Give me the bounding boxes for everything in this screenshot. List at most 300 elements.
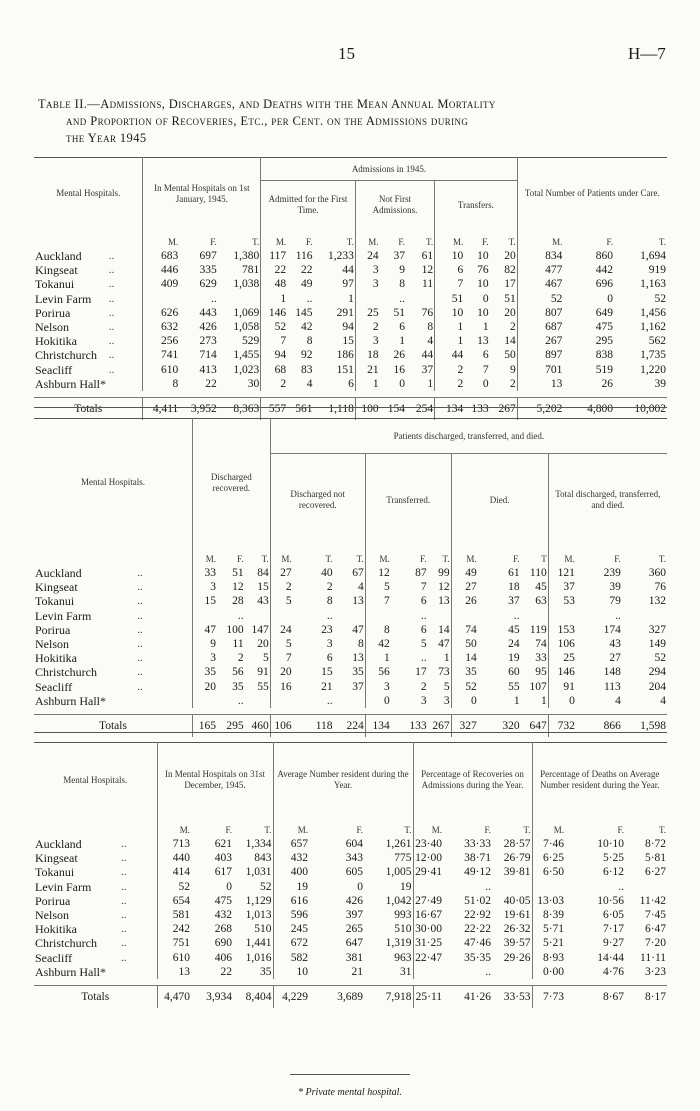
table-cell: 12 <box>438 581 450 594</box>
title-line-2: and Proportion of Recoveries, Etc., per Cent. on the Admissions during <box>66 114 469 128</box>
unit-label: M. <box>270 546 292 566</box>
table-cell: 45 <box>535 581 547 594</box>
table-cell: 68 <box>261 363 287 377</box>
total-cell: 295 <box>217 714 245 737</box>
table-cell: 37 <box>548 580 576 594</box>
table-cell: 17 <box>415 666 427 679</box>
table-cell: 22 <box>220 965 232 978</box>
unit-label: M. <box>532 817 565 837</box>
table-row <box>34 306 667 320</box>
hospital-name: Ashburn Hall* <box>35 376 106 391</box>
table-cell: 1 <box>399 335 405 348</box>
table-cell: 295 <box>595 335 614 348</box>
table-cell: 7·17 <box>602 923 625 936</box>
totals-label: Totals <box>34 985 157 1008</box>
total-cell: 647 <box>521 714 549 737</box>
hospital-name: Kingseat <box>35 580 78 595</box>
table-cell: 29·41 <box>413 865 443 879</box>
table-cell: 44 <box>342 264 354 277</box>
table-cell: 7·46 <box>532 837 565 851</box>
col-died: Died. <box>451 454 548 547</box>
table-cell: 9 <box>192 637 217 651</box>
table-cell: 1,069 <box>233 306 260 319</box>
table-cell: 13 <box>438 595 450 608</box>
leader-dots: .. <box>137 623 143 636</box>
table-cell: .. <box>306 292 313 305</box>
col-discharged-recovered: Discharged recovered. <box>192 419 270 547</box>
col-first-time: Admitted for the First Time. <box>261 181 356 230</box>
table-cell: 1,163 <box>640 278 666 291</box>
unit-label: T. <box>404 825 412 835</box>
col-average-resident: Average Number resident during the Year. <box>273 743 413 818</box>
total-cell: 154 <box>380 397 406 420</box>
total-cell: 224 <box>334 714 366 737</box>
leader-dots: .. <box>121 923 127 936</box>
table-cell: 8 <box>399 278 405 291</box>
table-cell: 153 <box>548 623 576 637</box>
table-cell: 20 <box>192 680 217 694</box>
table-row <box>34 908 667 922</box>
table-cell: 5·21 <box>532 936 565 950</box>
leader-dots: .. <box>108 278 115 291</box>
footnote: * Private mental hospital. <box>298 1087 402 1098</box>
table-cell: 26 <box>393 349 405 362</box>
table-cell: 11 <box>232 638 244 651</box>
table-cell: 467 <box>517 277 563 291</box>
leader-dots: .. <box>137 666 143 679</box>
table-cell: .. <box>237 694 244 707</box>
hospital-name: Tokanui <box>35 594 75 609</box>
unit-label: M. <box>451 546 478 566</box>
table-cell: 51 <box>232 567 244 580</box>
table-cell <box>413 965 443 979</box>
leader-dots: .. <box>108 250 115 263</box>
hospital-name: Christchurch <box>35 936 97 951</box>
total-cell: 133 <box>391 714 428 737</box>
table-cell: 21 <box>351 965 364 978</box>
table-cell: 24 <box>508 638 520 651</box>
table-cell: 16 <box>393 363 405 376</box>
unit-label: F. <box>398 237 405 247</box>
table-cell: 2 <box>261 377 287 391</box>
table-cell: 2 <box>435 363 465 377</box>
table-cell: 8 <box>358 638 364 651</box>
table-cell: 76 <box>421 306 434 319</box>
table-cell: 7·20 <box>644 937 667 950</box>
table-cell: 37 <box>393 250 405 263</box>
leader-dots: .. <box>108 335 115 348</box>
leader-dots: .. <box>121 880 127 893</box>
table-cell <box>428 609 452 623</box>
table-cell: 49·12 <box>464 866 492 879</box>
table-cell: 406 <box>214 951 232 964</box>
table-row <box>34 580 667 594</box>
table-cell: 23·40 <box>413 837 443 851</box>
unit-label: F. <box>617 825 625 835</box>
table-cell: 963 <box>394 951 412 964</box>
table-cell: 37 <box>421 363 434 376</box>
table-cell: 28 <box>232 595 244 608</box>
table-cell: 13 <box>352 652 364 665</box>
table-cell: 14·44 <box>597 951 625 964</box>
table-cell: 13 <box>477 335 489 348</box>
table-cell: 61 <box>421 250 434 263</box>
table-row <box>34 377 667 391</box>
table-cell: 605 <box>345 866 364 879</box>
total-cell: 327 <box>451 714 478 737</box>
table-cell <box>532 880 565 894</box>
unit-label: T. <box>508 237 516 247</box>
table-cell: 1,031 <box>245 866 272 879</box>
table-cell: 403 <box>214 852 232 865</box>
table-cell: 397 <box>345 909 364 922</box>
table-cell: 39·81 <box>503 866 531 879</box>
table-cell: 121 <box>548 566 576 580</box>
table-cell: 52 <box>451 680 478 694</box>
table-cell: 15 <box>192 594 217 608</box>
table-cell: 52 <box>654 652 666 665</box>
table-cell: 45 <box>508 623 520 636</box>
table-cell: 0 <box>226 880 232 893</box>
leader-dots <box>136 694 192 708</box>
table-cell: 13 <box>157 965 191 979</box>
table-cell: 1,380 <box>233 250 260 263</box>
table-cell: 897 <box>517 348 563 362</box>
table-cell: 95 <box>535 666 547 679</box>
leader-dots: .. <box>137 609 143 622</box>
table-cell: 239 <box>603 567 621 580</box>
leader-dots: .. <box>108 321 115 334</box>
table-cell: 242 <box>157 922 191 936</box>
table-cell: 1 <box>427 377 434 390</box>
section-divider <box>34 732 667 733</box>
table-cell: 696 <box>595 278 614 291</box>
table-cell: 7 <box>270 651 292 665</box>
table-cell: 529 <box>241 335 260 348</box>
table-cell: 10 <box>477 250 489 263</box>
table-cell: 616 <box>273 894 309 908</box>
table-cell: 683 <box>143 249 179 263</box>
table-cell <box>413 880 443 894</box>
table-cell: 860 <box>595 250 614 263</box>
table-cell: 2 <box>435 377 465 391</box>
hospital-name: Porirua <box>35 305 71 320</box>
table-cell: 1 <box>482 321 489 334</box>
table-cell: 5·25 <box>602 852 625 865</box>
table-cell: 40·05 <box>503 894 531 907</box>
table-cell: 256 <box>143 334 179 348</box>
table-cell: 443 <box>199 306 217 319</box>
table-cell: 4 <box>358 581 364 594</box>
total-cell: 1,598 <box>622 714 667 737</box>
table-cell: 0 <box>482 292 489 305</box>
table-cell: 31 <box>400 965 412 978</box>
table-cell: 7 <box>420 581 427 594</box>
leader-dots: .. <box>137 652 143 665</box>
leader-dots: .. <box>121 909 127 922</box>
table-cell: 8 <box>143 377 179 391</box>
table-cell: 43 <box>609 638 621 651</box>
table-cell: 56 <box>365 665 391 679</box>
table-cell: 7 <box>435 277 465 291</box>
table-cell: 22·22 <box>464 923 492 936</box>
table-cell: 55 <box>257 680 269 693</box>
table-title <box>38 96 678 147</box>
table-cell: 22 <box>261 263 287 277</box>
col-patients-discharged: Patients discharged, transferred, and died. <box>270 419 667 454</box>
table-row <box>34 623 667 637</box>
table-cell: 60 <box>508 666 520 679</box>
units-row <box>34 229 667 249</box>
table-cell: 5 <box>443 680 450 693</box>
table-cell: 7 <box>365 594 391 608</box>
total-cell: 5,202 <box>517 397 563 420</box>
table-cell: 35 <box>232 680 244 693</box>
table-cell: 11·11 <box>640 951 667 964</box>
table-row <box>34 865 667 879</box>
table-cell: 11·42 <box>639 894 667 907</box>
table-cell: 30·00 <box>413 922 443 936</box>
discharges-table <box>34 418 667 737</box>
table-cell: 1,455 <box>233 349 260 362</box>
unit-label: M. <box>273 817 309 837</box>
table-row <box>34 292 667 306</box>
total-cell: 3,689 <box>309 985 364 1008</box>
table-cell: 519 <box>595 363 614 376</box>
table-cell: 510 <box>254 923 272 936</box>
table-cell: 24 <box>355 249 379 263</box>
leader-dots <box>108 377 143 391</box>
table-cell: 713 <box>157 837 191 851</box>
table-cell: 2 <box>270 580 292 594</box>
table-cell: 132 <box>648 595 666 608</box>
table-cell: 657 <box>273 837 309 851</box>
col-in-hospitals-jan: In Mental Hospitals on 1st January, 1945. <box>143 158 261 230</box>
totals-row <box>34 714 667 737</box>
table-cell: 52 <box>261 320 287 334</box>
total-cell: 4,229 <box>273 985 309 1008</box>
table-cell: 20 <box>504 306 516 319</box>
unit-label: F. <box>356 825 364 835</box>
table-cell: 1,162 <box>640 321 666 334</box>
unit-label: M. <box>355 229 379 249</box>
table-cell: 335 <box>199 264 217 277</box>
table-row <box>34 880 667 894</box>
table-cell: .. <box>615 609 621 622</box>
unit-label: M. <box>517 229 563 249</box>
table-cell: 268 <box>214 923 232 936</box>
section-divider <box>34 407 667 408</box>
unit-label: M. <box>261 229 287 249</box>
table-cell: 10 <box>435 306 465 320</box>
unit-label: M. <box>435 229 465 249</box>
total-cell: 557 <box>261 397 287 420</box>
table-cell: 604 <box>345 838 364 851</box>
table-cell: 99 <box>438 567 450 580</box>
table-cell: 1 <box>513 694 520 707</box>
total-cell: 134 <box>435 397 465 420</box>
table-cell: 8·39 <box>532 908 565 922</box>
table-cell: 91 <box>257 666 269 679</box>
table-cell: 24 <box>270 623 292 637</box>
hospital-name: Tokanui <box>35 277 75 292</box>
table-cell: 400 <box>273 865 309 879</box>
table-cell: 26 <box>451 594 478 608</box>
leader-dots: .. <box>137 638 143 651</box>
hospital-name: Christchurch <box>35 665 97 680</box>
table-cell: 27 <box>609 652 621 665</box>
total-cell: 133 <box>464 397 489 420</box>
hospital-name: Auckland <box>35 566 82 581</box>
table-cell: 6 <box>399 321 405 334</box>
col-mental-hospitals: Mental Hospitals. <box>80 477 145 487</box>
table-cell: 807 <box>517 306 563 320</box>
hospital-name: Seacliff <box>35 950 73 965</box>
table-cell: 31·25 <box>413 936 443 950</box>
totals-label: Totals <box>34 397 143 420</box>
table-cell: 267 <box>517 334 563 348</box>
total-cell: 100 <box>355 397 379 420</box>
table-cell: 446 <box>143 263 179 277</box>
unit-label: T. <box>442 554 450 564</box>
table-cell: 51·02 <box>464 894 492 907</box>
table-cell: 1,735 <box>640 349 666 362</box>
col-not-recovered: Discharged not recovered. <box>270 454 365 547</box>
table-cell <box>365 609 391 623</box>
hospital-name: Hokitika <box>35 922 77 937</box>
table-cell: 687 <box>517 320 563 334</box>
table-cell: 1,005 <box>385 866 412 879</box>
total-cell: 33·53 <box>492 985 532 1008</box>
unit-label: M. <box>192 546 217 566</box>
totals-label: Totals <box>34 714 192 737</box>
table-cell: 94 <box>261 348 287 362</box>
hospital-name: Seacliff <box>35 362 73 377</box>
table-row <box>34 694 667 708</box>
table-cell: 6 <box>420 595 427 608</box>
table-cell: 4 <box>615 694 621 707</box>
table-cell: 27·49 <box>413 894 443 908</box>
col-transferred: Transferred. <box>365 454 451 547</box>
table-cell: 35 <box>451 665 478 679</box>
table-cell: .. <box>211 292 217 305</box>
table-cell: 477 <box>517 263 563 277</box>
table-cell <box>622 609 667 623</box>
table-cell: 0 <box>607 292 614 305</box>
table-cell: 39·57 <box>503 937 531 950</box>
table-row <box>34 249 667 263</box>
unit-label: F. <box>225 825 232 835</box>
table-cell: 6 <box>435 263 465 277</box>
table-row <box>34 566 667 580</box>
table-cell: 100 <box>226 623 244 636</box>
table-cell: 48 <box>261 277 287 291</box>
table-cell: 11 <box>422 278 434 291</box>
table-cell: 204 <box>648 680 666 693</box>
table-cell: 1,129 <box>245 894 272 907</box>
table-cell: 3 <box>443 694 450 707</box>
table-cell: 8 <box>306 335 313 348</box>
table-cell: 2 <box>237 652 244 665</box>
table-cell: 4 <box>427 335 434 348</box>
table-cell: 28·57 <box>503 838 531 851</box>
unit-label: M. <box>365 546 391 566</box>
table-row <box>34 965 667 979</box>
table-cell: 21 <box>321 680 333 693</box>
table-cell: 610 <box>157 951 191 965</box>
table-cell: 2 <box>509 377 516 390</box>
hospital-name: Kingseat <box>35 263 78 278</box>
table-cell: 0 <box>482 377 489 390</box>
table-cell: 37 <box>508 595 520 608</box>
total-cell: 460 <box>245 714 271 737</box>
table-cell: 781 <box>241 264 260 277</box>
table-cell: 67 <box>352 567 364 580</box>
leader-dots: .. <box>137 567 143 580</box>
leader-dots: .. <box>121 838 127 851</box>
table-cell: 1 <box>365 651 391 665</box>
table-cell <box>492 880 532 894</box>
table-cell: 56 <box>232 666 244 679</box>
table-cell: 596 <box>273 908 309 922</box>
hospital-name: Hokitika <box>35 334 77 349</box>
table-cell: 106 <box>548 637 576 651</box>
table-cell <box>245 609 271 623</box>
table-cell: 9 <box>509 363 516 376</box>
table-cell: 3 <box>326 638 333 651</box>
table-cell: 76 <box>477 264 489 277</box>
table-cell: 426 <box>345 894 364 907</box>
table-cell: 432 <box>273 851 309 865</box>
table-cell: 610 <box>143 363 179 377</box>
table-cell: 8 <box>427 321 434 334</box>
total-cell: 267 <box>428 714 452 737</box>
table-cell: 44 <box>435 348 465 362</box>
table-cell: 20 <box>257 638 269 651</box>
table-cell: 273 <box>199 335 217 348</box>
table-cell <box>270 609 292 623</box>
table-cell: 16·67 <box>413 908 443 922</box>
table-cell: 145 <box>295 306 313 319</box>
table-cell: 50 <box>451 637 478 651</box>
unit-label: F. <box>482 237 489 247</box>
table-cell: 13 <box>517 377 563 391</box>
unit-label: T. <box>425 237 434 247</box>
table-cell: 17 <box>504 278 516 291</box>
title-line-3: the Year 1945 <box>66 131 147 145</box>
table-cell: 12 <box>232 581 244 594</box>
table-cell: 146 <box>548 665 576 679</box>
total-cell: 254 <box>406 397 435 420</box>
table-cell: 0·00 <box>532 965 565 979</box>
leader-dots: .. <box>108 264 115 277</box>
table-cell: 327 <box>648 623 666 636</box>
table-cell: 4 <box>306 377 313 390</box>
table-cell: 92 <box>301 349 313 362</box>
table-row <box>34 363 667 377</box>
hospital-name: Nelson <box>35 908 69 923</box>
table-cell: 47 <box>438 638 450 651</box>
table-cell: 381 <box>345 951 364 964</box>
unit-label: T. <box>658 554 666 564</box>
table-cell: 582 <box>273 951 309 965</box>
units-row <box>34 546 667 566</box>
table-cell: 35 <box>352 666 364 679</box>
table-cell: 0 <box>548 694 576 708</box>
totals-row <box>34 985 667 1008</box>
table-cell: 42 <box>301 321 313 334</box>
totals-row <box>34 397 667 420</box>
